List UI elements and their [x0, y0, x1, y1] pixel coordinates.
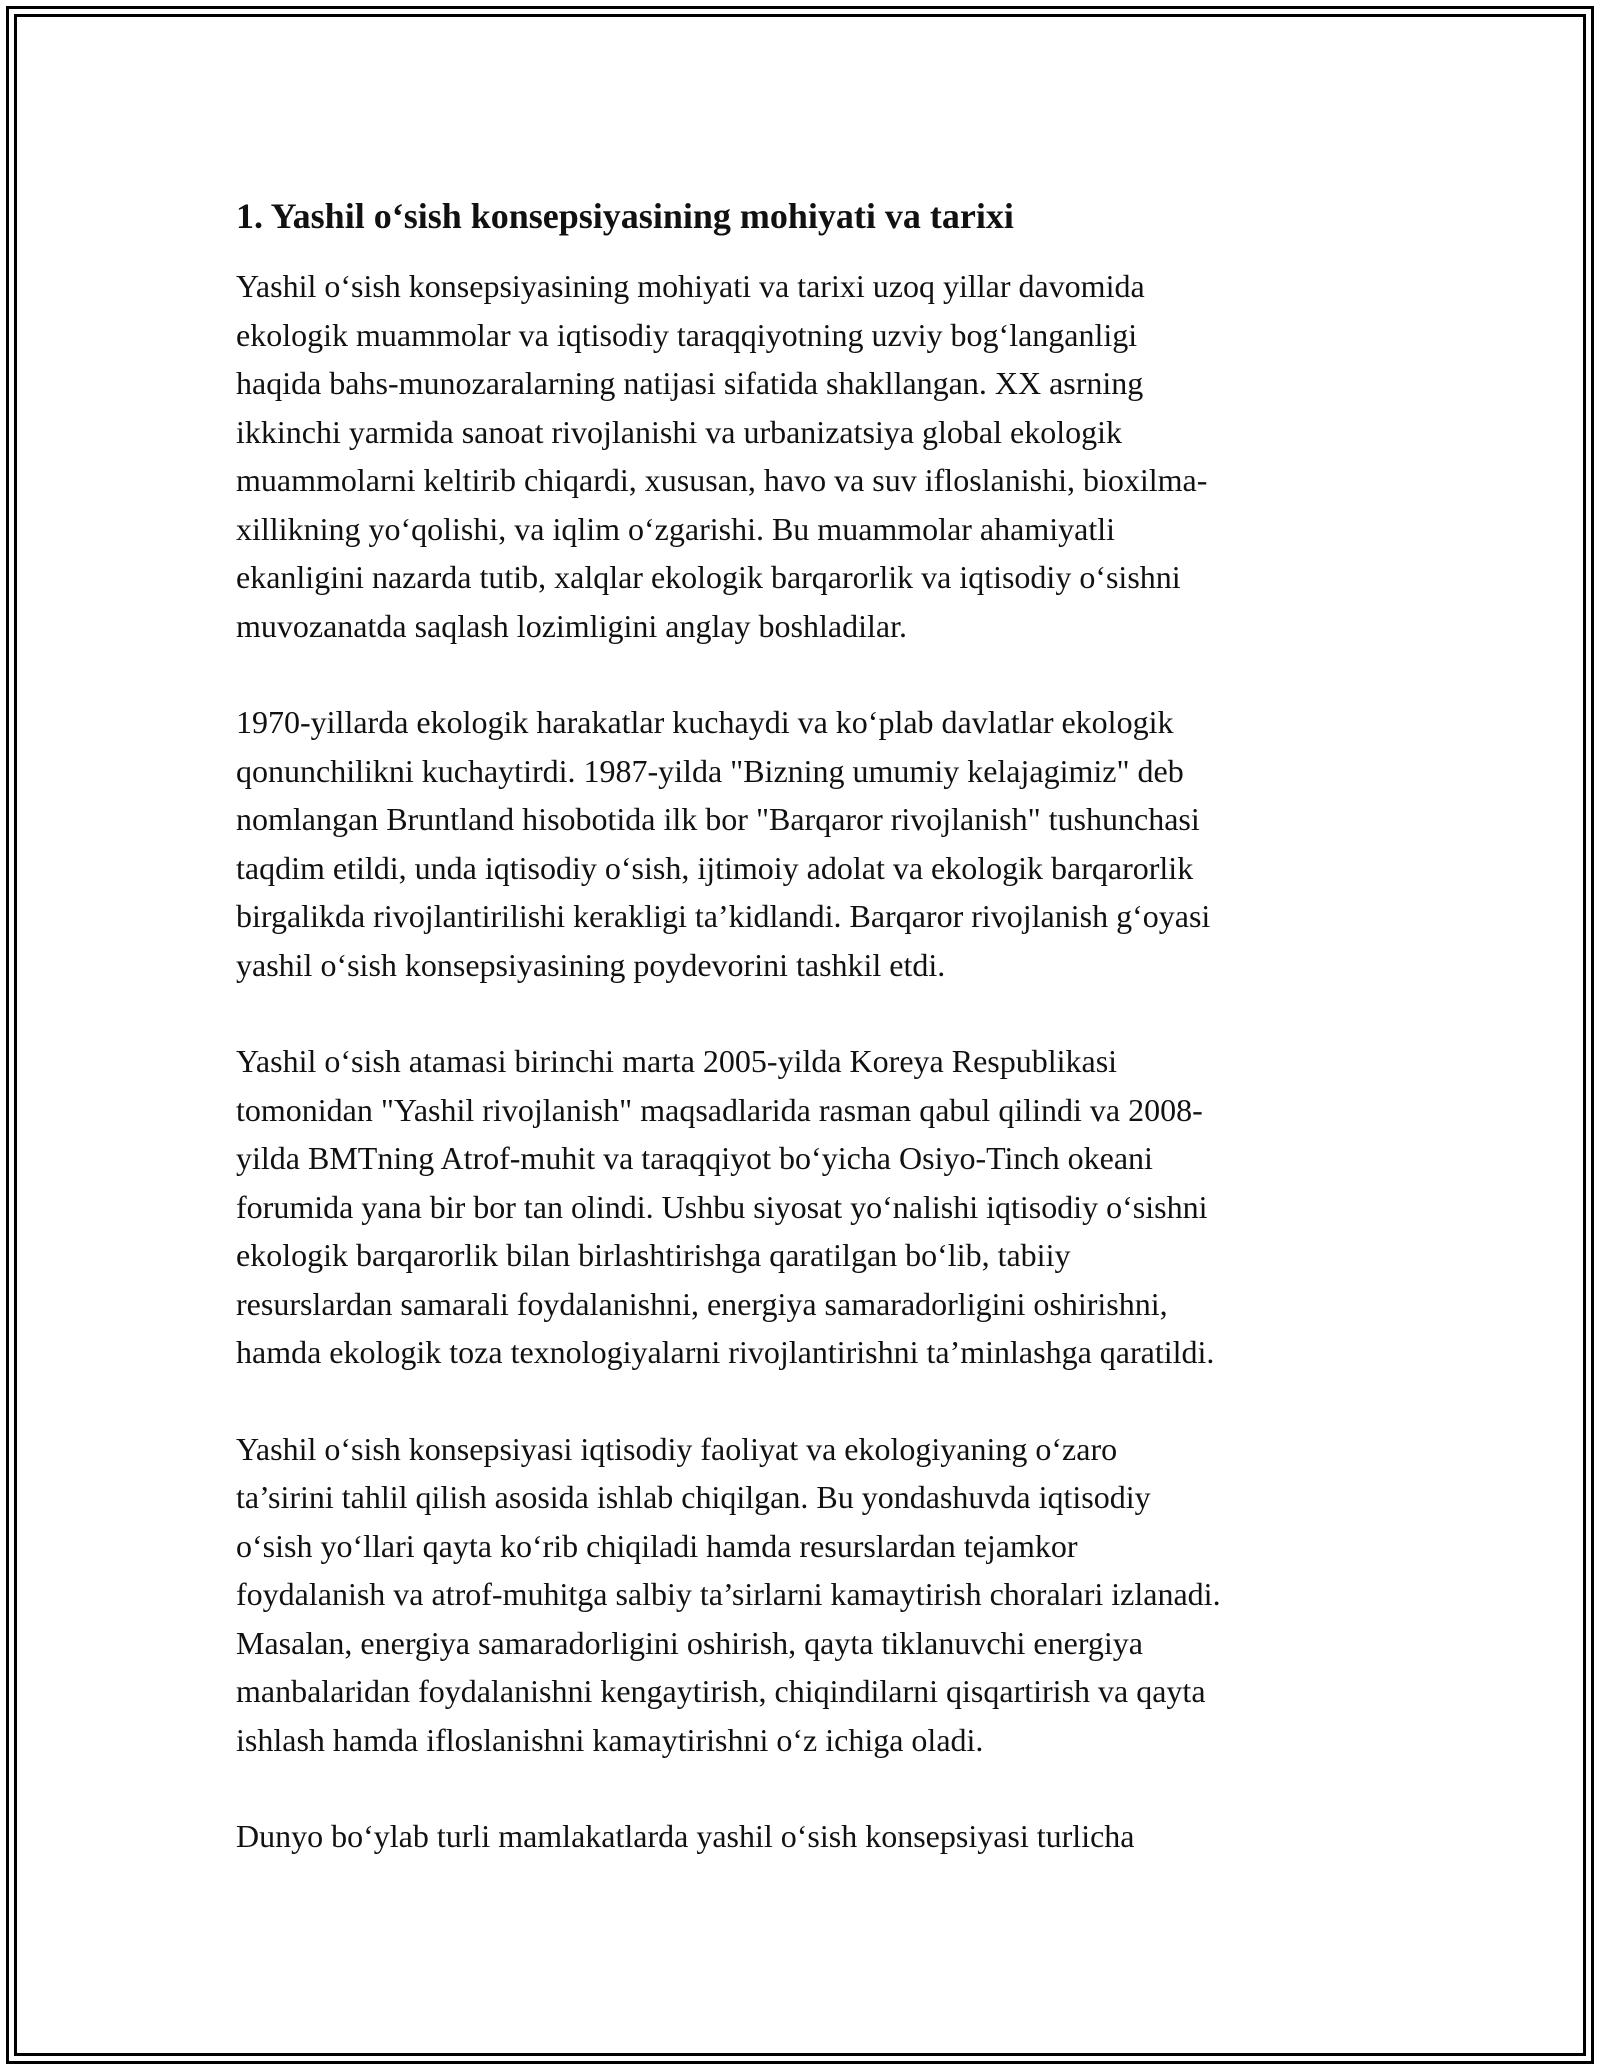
- text-line: qonunchilikni kuchaytirdi. 1987-yilda "Bizning umumiy kelajagimiz" deb: [236, 752, 1184, 789]
- text-line: Dunyo bo‘ylab turli mamlakatlarda yashil o‘sish konsepsiyasi turlicha: [236, 1818, 1135, 1854]
- text-line: Yashil o‘sish atamasi birinchi marta 2005-yilda Koreya Respublikasi: [236, 1043, 1118, 1079]
- text-line: haqida bahs-munozaralarning natijasi sifatida shakllangan. XX asrning: [236, 365, 1144, 401]
- paragraph-5: [236, 1812, 1366, 1861]
- text-line: Yashil o‘sish konsepsiyasi iqtisodiy faoliyat va ekologiyaning o‘zaro: [236, 1430, 1118, 1467]
- paragraph-2: [236, 698, 1366, 989]
- text-line: taqdim etildi, unda iqtisodiy o‘sish, ijtimoiy adolat va ekologik barqarorlik: [236, 849, 1194, 886]
- text-line: Masalan, energiya samaradorligini oshirish, qayta tiklanuvchi energiya: [236, 1624, 1143, 1661]
- text-line: birgalikda rivojlantirilishi kerakligi ta’kidlandi. Barqaror rivojlanish g‘oyasi: [236, 898, 1211, 934]
- text-line: foydalanish va atrof-muhitga salbiy ta’sirlarni kamaytirish choralari izlanadi.: [236, 1576, 1221, 1612]
- text-line: ikkinchi yarmida sanoat rivojlanishi va urbanizatsiya global ekologik: [236, 413, 1122, 450]
- text-line: o‘sish yo‘llari qayta ko‘rib chiqiladi hamda resurslardan tejamkor: [236, 1527, 1078, 1564]
- section-heading: 1. Yashil o‘sish konsepsiyasining mohiyati va tarixi: [236, 196, 1014, 236]
- document-page: [236, 190, 1366, 1909]
- paragraph-4: [236, 1425, 1366, 1765]
- text-line: resurslardan samarali foydalanishni, energiya samaradorligini oshirishni,: [236, 1285, 1168, 1322]
- text-line: 1970-yillarda ekologik harakatlar kuchaydi va ko‘plab davlatlar ekologik: [236, 704, 1174, 740]
- text-line: ekanligini nazarda tutib, xalqlar ekologik barqarorlik va iqtisodiy o‘sishni: [236, 559, 1181, 595]
- text-line: muvozanatda saqlash lozimligini anglay boshladilar.: [236, 607, 907, 644]
- text-line: yashil o‘sish konsepsiyasining poydevorini tashkil etdi.: [236, 946, 946, 983]
- text-line: ekologik barqarorlik bilan birlashtirishga qaratilgan bo‘lib, tabiiy: [236, 1237, 1071, 1273]
- text-line: hamda ekologik toza texnologiyalarni rivojlantirishni ta’minlashga qaratildi.: [236, 1334, 1215, 1370]
- paragraph-3: [236, 1037, 1366, 1377]
- text-line: xillikning yo‘qolishi, va iqlim o‘zgarishi. Bu muammolar ahamiyatli: [236, 510, 1115, 547]
- text-line: muammolarni keltirib chiqardi, xususan, havo va suv ifloslanishi, bioxilma-: [236, 462, 1208, 498]
- text-line: yilda BMTning Atrof-muhit va taraqqiyot bo‘yicha Osiyo-Tinch okeani: [236, 1140, 1153, 1176]
- text-line: Yashil o‘sish konsepsiyasining mohiyati va tarixi uzoq yillar davomida: [236, 268, 1145, 304]
- text-line: forumida yana bir bor tan olindi. Ushbu siyosat yo‘nalishi iqtisodiy o‘sishni: [236, 1188, 1208, 1225]
- text-line: ekologik muammolar va iqtisodiy taraqqiyotning uzviy bog‘langanligi: [236, 316, 1138, 353]
- paragraph-1: [236, 262, 1366, 650]
- text-line: tomonidan "Yashil rivojlanish" maqsadlarida rasman qabul qilindi va 2008-: [236, 1091, 1203, 1128]
- text-line: ta’sirini tahlil qilish asosida ishlab chiqilgan. Bu yondashuvda iqtisodiy: [236, 1479, 1151, 1515]
- text-line: ishlash hamda ifloslanishni kamaytirishni o‘z ichiga oladi.: [236, 1721, 984, 1758]
- text-line: nomlangan Bruntland hisobotida ilk bor "Barqaror rivojlanish" tushunchasi: [236, 801, 1200, 837]
- text-line: manbalaridan foydalanishni kengaytirish, chiqindilarni qisqartirish va qayta: [236, 1673, 1206, 1709]
